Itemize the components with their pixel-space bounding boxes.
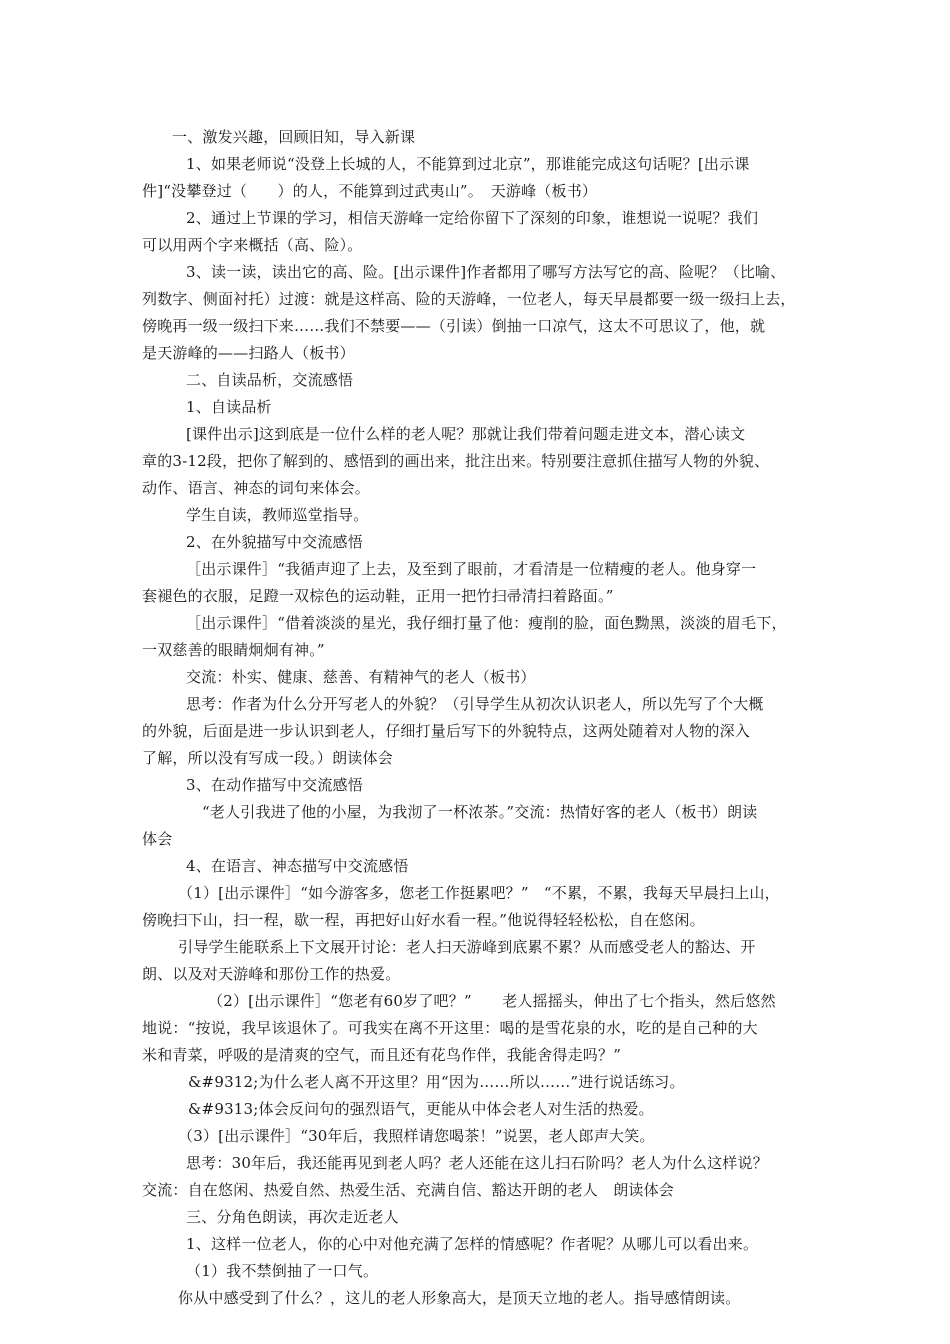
document-body <box>142 124 812 1312</box>
text-line: 2、在外貌描写中交流感悟 <box>186 533 363 551</box>
text-line: 交流：朴实、健康、慈善、有精神气的老人（板书） <box>186 668 536 686</box>
text-line: 一双慈善的眼睛炯炯有神。” <box>142 641 325 659</box>
text-line: 可以用两个字来概括（高、险）。 <box>142 236 363 254</box>
text-line: 朗、以及对天游峰和那份工作的热爱。 <box>142 965 401 983</box>
text-line: 米和青菜，呼吸的是清爽的空气，而且还有花鸟作伴，我能舍得走吗？” <box>142 1046 622 1064</box>
text-line: 了解，所以没有写成一段。）朗读体会 <box>142 749 393 767</box>
text-line: 1、这样一位老人，你的心中对他充满了怎样的情感呢？作者呢？从哪儿可以看出来。 <box>186 1235 759 1253</box>
text-line: 章的3-12段，把你了解到的、感悟到的画出来，批注出来。特别要注意抓住描写人物的外貌、 <box>142 452 770 470</box>
text-line: 套褪色的衣服，足蹬一双棕色的运动鞋，正用一把竹扫帚清扫着路面。” <box>142 587 614 605</box>
text-line: （3）[出示课件］“30年后，我照样请您喝茶！”说罢，老人郎声大笑。 <box>178 1127 655 1145</box>
text-line: 体会 <box>142 830 173 848</box>
text-line: 学生自读，教师巡堂指导。 <box>186 506 369 524</box>
text-line: 思考：作者为什么分开写老人的外貌？（引导学生从初次认识老人，所以先写了个大概 <box>186 695 764 713</box>
text-line: （1）我不禁倒抽了一口气。 <box>186 1262 379 1280</box>
text-line: &#9313;体会反问句的强烈语气，更能从中体会老人对生活的热爱。 <box>188 1100 654 1118</box>
text-line: 二、自读品析，交流感悟 <box>186 371 354 389</box>
text-line: 列数字、侧面衬托）过渡：就是这样高、险的天游峰，一位老人，每天早晨都要一级一级扫上去， <box>142 290 796 308</box>
text-line: 动作、语言、神态的词句来体会。 <box>142 479 371 497</box>
text-line: &#9312;为什么老人离不开这里？用“因为……所以……”进行说话练习。 <box>188 1073 685 1091</box>
text-line: （2）[出示课件］“您老有60岁了吧？” 老人摇摇头，伸出了七个指头，然后悠然 <box>208 992 776 1010</box>
text-line: 引导学生能联系上下文展开讨论：老人扫天游峰到底累不累？从而感受老人的豁达、开 <box>178 938 756 956</box>
text-line: 件]“没攀登过（ ）的人，不能算到过武夷山”。 天游峰（板书） <box>142 182 598 200</box>
text-line: 的外貌，后面是进一步认识到老人，仔细打量后写下的外貌特点，这两处随着对人物的深入 <box>142 722 751 740</box>
text-line: ［出示课件］“借着淡淡的星光，我仔细打量了他：瘦削的脸，面色黝黑，淡淡的眉毛下， <box>186 614 787 632</box>
text-line: 地说：“按说，我早该退休了。可我实在离不开这里：喝的是雪花泉的水，吃的是自己种的大 <box>142 1019 758 1037</box>
text-line: （1）[出示课件］“如今游客多，您老工作挺累吧？” “不累，不累，我每天早晨扫上山， <box>178 884 780 902</box>
text-line: “老人引我进了他的小屋，为我沏了一杯浓茶。”交流：热情好客的老人（板书）朗读 <box>202 803 758 821</box>
text-line: 3、读一读，读出它的高、险。[出示课件]作者都用了哪写方法写它的高、险呢？（比喻、 <box>186 263 786 281</box>
text-line: 4、在语言、神态描写中交流感悟 <box>186 857 409 875</box>
text-line: 1、如果老师说“没登上长城的人，不能算到过北京”，那谁能完成这句话呢？[出示课 <box>186 155 750 173</box>
text-line: 三、分角色朗读，再次走近老人 <box>186 1208 399 1226</box>
text-line: 傍晚扫下山，扫一程，歇一程，再把好山好水看一程。”他说得轻轻松松，自在悠闲。 <box>142 911 705 929</box>
text-line: ［出示课件］“我循声迎了上去，及至到了眼前，才看清是一位精瘦的老人。他身穿一 <box>186 560 757 578</box>
text-line: 一、激发兴趣，回顾旧知，导入新课 <box>172 128 416 146</box>
text-line: 是天游峰的——扫路人（板书） <box>142 344 355 362</box>
text-line: 2、通过上节课的学习，相信天游峰一定给你留下了深刻的印象，谁想说一说呢？我们 <box>186 209 759 227</box>
text-line: 3、在动作描写中交流感悟 <box>186 776 363 794</box>
text-line: [课件出示]这到底是一位什么样的老人呢？那就让我们带着问题走进文本，潜心读文 <box>186 425 746 443</box>
text-line: 交流：自在悠闲、热爱自然、热爱生活、充满自信、豁达开朗的老人 朗读体会 <box>142 1181 675 1199</box>
text-line: 1、自读品析 <box>186 398 272 416</box>
text-line: 你从中感受到了什么？，这儿的老人形象高大，是顶天立地的老人。指导感情朗读。 <box>178 1289 741 1307</box>
text-line: 思考：30年后，我还能再见到老人吗？老人还能在这儿扫石阶吗？老人为什么这样说？ <box>186 1154 768 1172</box>
text-line: 傍晚再一级一级扫下来……我们不禁要——（引读）倒抽一口凉气，这太不可思议了，他，就 <box>142 317 766 335</box>
